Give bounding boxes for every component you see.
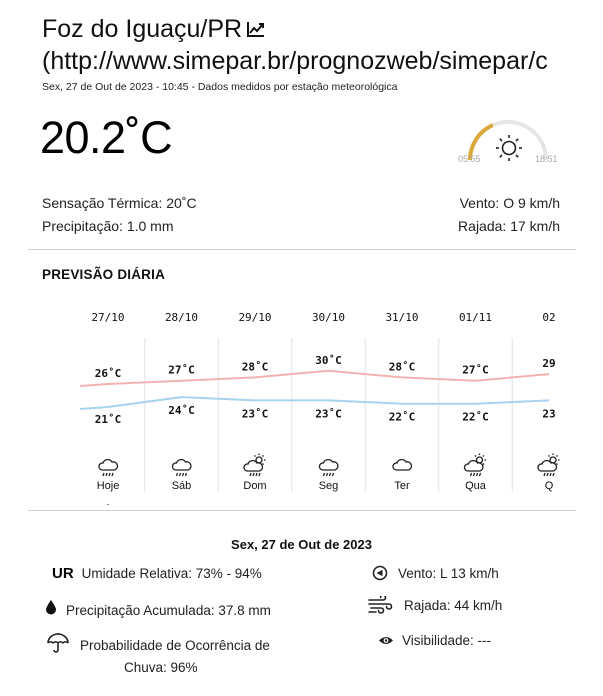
sun-rain-cloud-icon bbox=[464, 454, 486, 477]
detail-date: Sex, 27 de Out de 2023 bbox=[231, 537, 372, 552]
feels-like: Sensação Térmica: 20˚C bbox=[42, 195, 197, 211]
forecast-max-temp: 30˚C bbox=[315, 353, 342, 367]
forecast-date: 28/10 bbox=[164, 311, 199, 324]
observation-subtitle: Sex, 27 de Out de 2023 - 10:45 - Dados medidos por estação meteorológica bbox=[42, 81, 398, 93]
drop-icon bbox=[45, 599, 57, 615]
location-name: Foz do Iguaçu/PR bbox=[42, 15, 243, 43]
forecast-min-temp: 23˚C bbox=[315, 407, 342, 421]
forecast-max-temp: 26˚C bbox=[94, 367, 122, 380]
detail-gust: Rajada: 44 km/h bbox=[404, 598, 503, 613]
forecast-min-temp: 23 bbox=[542, 407, 556, 421]
daily-forecast-title: PREVISÃO DIÁRIA bbox=[42, 267, 166, 282]
forecast-date: 29/10 bbox=[238, 311, 272, 324]
precipitation: Precipitação: 1.0 mm bbox=[42, 218, 174, 234]
cloud-icon bbox=[393, 460, 411, 470]
daily-forecast-chart bbox=[70, 300, 576, 505]
divider bbox=[28, 510, 576, 511]
visibility: Visibilidade: --- bbox=[402, 633, 492, 648]
sunset-time: 18:51 bbox=[535, 154, 558, 164]
forecast-day-label: Qua bbox=[465, 480, 486, 492]
forecast-min-temp: 22˚C bbox=[388, 410, 416, 424]
accumulated-precipitation: Precipitação Acumulada: 37.8 mm bbox=[66, 603, 271, 618]
wind: Vento: O 9 km/h bbox=[459, 195, 560, 211]
humidity: Umidade Relativa: 73% - 94% bbox=[81, 566, 262, 581]
forecast-max-temp: 28˚C bbox=[388, 360, 416, 374]
forecast-day-label: Dom bbox=[243, 480, 267, 492]
forecast-date: 31/10 bbox=[385, 311, 419, 324]
eye-icon bbox=[378, 635, 394, 646]
daily-forecast-strip[interactable] bbox=[70, 300, 576, 505]
rain-cloud-icon bbox=[172, 460, 190, 476]
chart-line-icon[interactable] bbox=[246, 15, 266, 33]
forecast-day-label: Hoje bbox=[96, 480, 120, 492]
forecast-max-temp: 27˚C bbox=[462, 363, 489, 377]
selected-day-indicator bbox=[102, 504, 114, 505]
forecast-day-label: Ter bbox=[394, 480, 410, 492]
current-temperature: 20.2˚C bbox=[40, 112, 173, 163]
sun-rain-cloud-icon bbox=[244, 454, 266, 477]
humidity-row bbox=[52, 565, 262, 582]
gust-icon bbox=[367, 596, 395, 614]
forecast-date: 30/10 bbox=[311, 311, 346, 324]
forecast-date: 02 bbox=[542, 311, 556, 324]
forecast-date: 01/11 bbox=[458, 311, 493, 324]
forecast-date: 27/10 bbox=[91, 311, 125, 324]
forecast-day-label: Sáb bbox=[171, 480, 192, 492]
location-title bbox=[42, 14, 266, 45]
sun-icon bbox=[496, 135, 522, 161]
rain-probability-line1: Probabilidade de Ocorrência de bbox=[80, 638, 270, 653]
rain-probability-line2: Chuva: 96% bbox=[124, 660, 198, 675]
rain-cloud-icon bbox=[99, 460, 117, 476]
detail-wind: Vento: L 13 km/h bbox=[398, 566, 499, 581]
sun-rain-cloud-icon bbox=[538, 454, 560, 477]
forecast-min-temp: 24˚C bbox=[168, 404, 195, 418]
location-url[interactable]: (http://www.simepar.br/prognozweb/simepar/c bbox=[42, 47, 548, 75]
rain-cloud-icon bbox=[319, 460, 337, 476]
forecast-max-temp: 27˚C bbox=[168, 363, 195, 377]
forecast-min-temp: 22˚C bbox=[462, 410, 489, 424]
gust: Rajada: 17 km/h bbox=[458, 218, 560, 234]
forecast-max-temp: 28˚C bbox=[241, 360, 269, 374]
forecast-day-label: Seg bbox=[318, 480, 339, 492]
forecast-min-temp: 23˚C bbox=[241, 407, 269, 421]
divider bbox=[28, 249, 576, 250]
ur-tag: UR bbox=[52, 565, 74, 582]
forecast-min-temp: 21˚C bbox=[94, 413, 122, 426]
wind-direction-icon bbox=[372, 565, 388, 581]
forecast-max-temp: 29 bbox=[542, 357, 556, 371]
forecast-day-label: Q bbox=[544, 480, 554, 492]
sunrise-time: 05:55 bbox=[458, 154, 481, 164]
umbrella-icon bbox=[46, 632, 70, 654]
